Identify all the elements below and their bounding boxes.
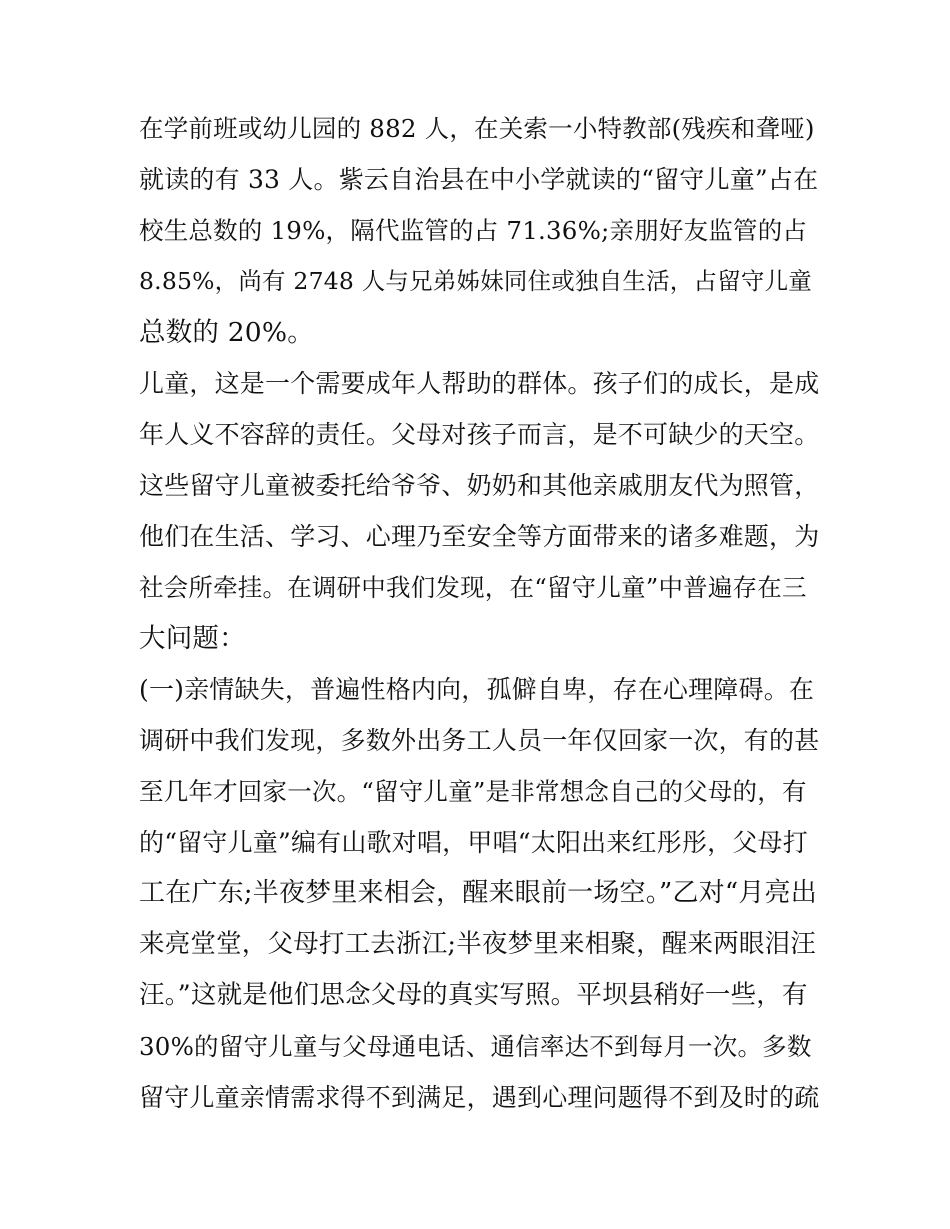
text-line: 总数的 20%。: [139, 317, 314, 348]
text-line: 调研中我们发现，多数外出务工人员一年仅回家一次，有的甚: [139, 726, 820, 755]
text-line: 来亮堂堂，父母打工去浙江;半夜梦里来相聚，醒来两眼泪汪: [139, 929, 816, 959]
text-line: (一)亲情缺失，普遍性格内向，孤僻自卑，存在心理障碍。在: [139, 675, 815, 704]
text-line: 在学前班或幼儿园的 882 人，在关索一小特教部(残疾和聋哑): [139, 114, 815, 143]
document-body: [139, 103, 819, 1123]
text-line: 校生总数的 19%，隔代监管的占 71.36%;亲朋好友监管的占: [139, 216, 808, 245]
text-line: 汪。”这就是他们思念父母的真实写照。平坝县稍好一些，有: [139, 980, 808, 1010]
text-line: 至几年才回家一次。“留守儿童”是非常想念自己的父母的，有: [139, 777, 807, 806]
text-line: 的“留守儿童”编有山歌对唱，甲唱“太阳出来红彤彤，父母打: [139, 828, 808, 857]
text-line: 大问题：: [139, 623, 246, 654]
text-line: 他们在生活、学习、心理乃至安全等方面带来的诸多难题，为: [139, 522, 820, 551]
text-line: 就读的有 33 人。紫云自治县在中小学就读的“留守儿童”占在: [139, 165, 819, 194]
text-line: 30%的留守儿童与父母通电话、通信率达不到每月一次。多数: [139, 1032, 812, 1061]
text-line: 社会所牵挂。在调研中我们发现，在“留守儿童”中普遍存在三: [139, 573, 807, 602]
text-line: 8.85%，尚有 2748 人与兄弟姊妹同住或独自生活，占留守儿童: [139, 267, 812, 295]
text-line: 儿童，这是一个需要成年人帮助的群体。孩子们的成长，是成: [139, 369, 820, 398]
text-line: 留守儿童亲情需求得不到满足，遇到心理问题得不到及时的疏: [139, 1083, 820, 1112]
text-line: 工在广东;半夜梦里来相会，醒来眼前一场空。”乙对“月亮出: [139, 878, 817, 908]
text-line: 这些留守儿童被委托给爷爷、奶奶和其他亲戚朋友代为照管，: [139, 471, 820, 500]
text-line: 年人义不容辞的责任。父母对孩子而言，是不可缺少的天空。: [139, 420, 820, 449]
